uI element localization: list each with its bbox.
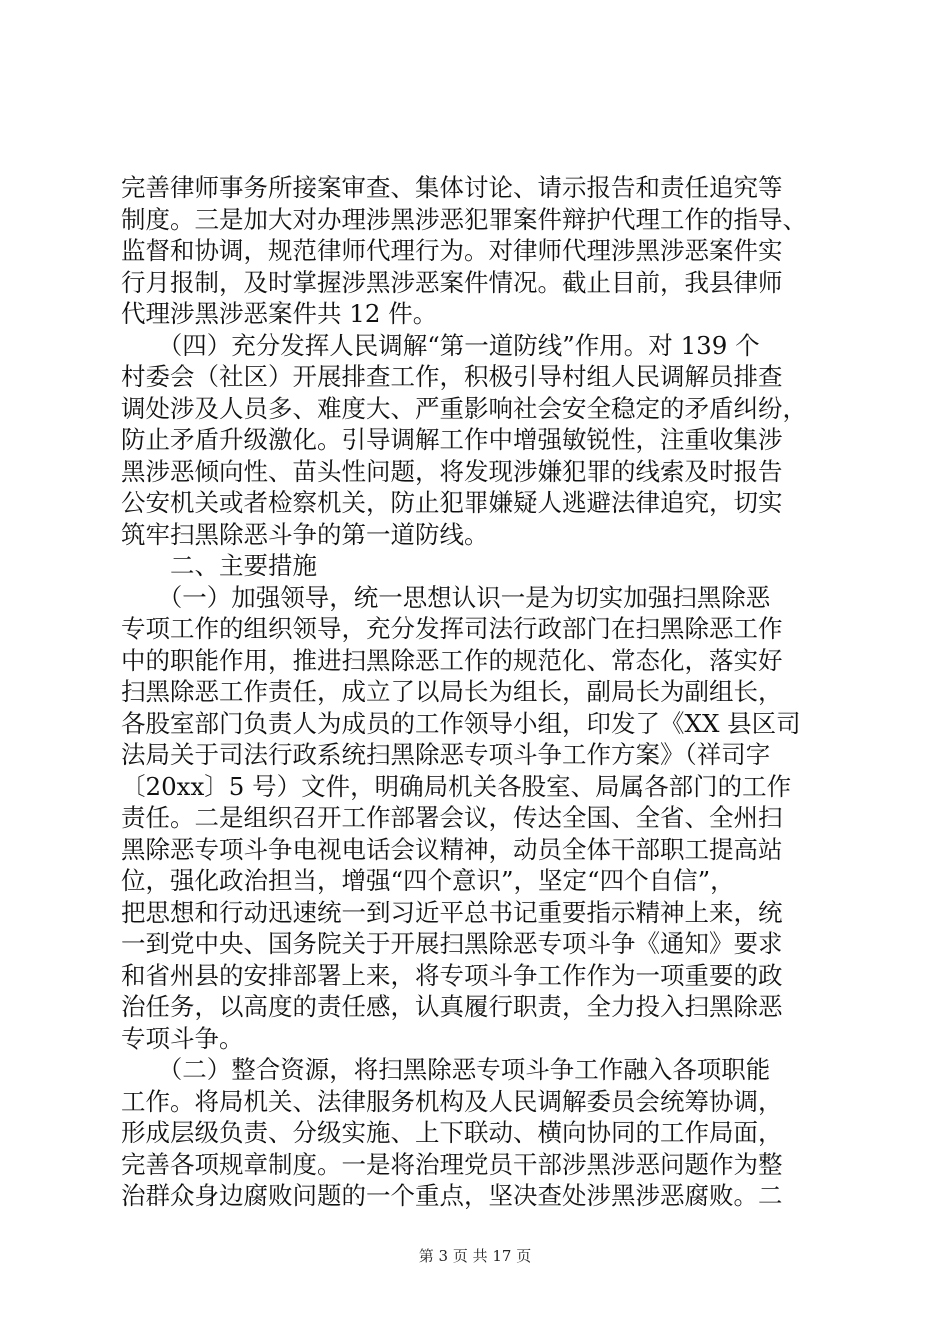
text-line: 位，强化政治担当，增强“四个意识”，坚定“四个自信”， xyxy=(121,866,735,895)
text-line: 法局关于司法行政系统扫黑除恶专项斗争工作方案》（祥司字 xyxy=(121,740,771,769)
text-line: 扫黑除恶工作责任，成立了以局长为组长，副局长为副组长， xyxy=(121,677,783,706)
text-line: （四）充分发挥人民调解“第一道防线”作用。对 139 个 xyxy=(121,330,760,360)
document-body xyxy=(121,172,841,1212)
text-line: 防止矛盾升级激化。引导调解工作中增强敏锐性，注重收集涉 xyxy=(121,425,783,454)
text-line: 形成层级负责、分级实施、上下联动、横向协同的工作局面， xyxy=(121,1118,783,1147)
text-line: 公安机关或者检察机关，防止犯罪嫌疑人逃避法律追究，切实 xyxy=(121,488,783,517)
text-line: 黑除恶专项斗争电视电话会议精神，动员全体干部职工提高站 xyxy=(121,834,783,864)
text-line: 中的职能作用，推进扫黑除恶工作的规范化、常态化，落实好 xyxy=(121,645,783,675)
text-line: 完善各项规章制度。一是将治理党员干部涉黑涉恶问题作为整 xyxy=(121,1149,783,1179)
text-line: 筑牢扫黑除恶斗争的第一道防线。 xyxy=(121,519,489,549)
text-line: 黑涉恶倾向性、苗头性问题，将发现涉嫌犯罪的线索及时报告 xyxy=(121,456,783,486)
text-line: 代理涉黑涉恶案件共 12 件。 xyxy=(121,299,438,328)
text-line: （一）加强领导，统一思想认识一是为切实加强扫黑除恶 xyxy=(121,582,771,612)
text-line: 治群众身边腐败问题的一个重点，坚决查处涉黑涉恶腐败。二 xyxy=(121,1181,783,1210)
text-line: 治任务，以高度的责任感，认真履行职责，全力投入扫黑除恶 xyxy=(121,992,783,1021)
text-line: 和省州县的安排部署上来，将专项斗争工作作为一项重要的政 xyxy=(121,960,783,990)
text-line: 工作。将局机关、法律服务机构及人民调解委员会统筹协调， xyxy=(121,1086,783,1116)
text-line: 监督和协调，规范律师代理行为。对律师代理涉黑涉恶案件实 xyxy=(121,236,783,265)
text-line: 行月报制，及时掌握涉黑涉恶案件情况。截止目前，我县律师 xyxy=(121,267,783,297)
text-line: 专项工作的组织领导，充分发挥司法行政部门在扫黑除恶工作 xyxy=(121,614,783,643)
text-line: 〔20xx〕5 号）文件，明确局机关各股室、局属各部门的工作 xyxy=(121,771,792,801)
text-line: 各股室部门负责人为成员的工作领导小组，印发了《XX 县区司 xyxy=(121,708,801,738)
text-line: （二）整合资源，将扫黑除恶专项斗争工作融入各项职能 xyxy=(121,1055,771,1084)
text-line: 完善律师事务所接案审查、集体讨论、请示报告和责任追究等 xyxy=(121,173,783,202)
text-line: 村委会（社区）开展排查工作，积极引导村组人民调解员排查 xyxy=(121,362,783,391)
section-heading: 二、主要措施 xyxy=(121,551,317,580)
text-line: 把思想和行动迅速统一到习近平总书记重要指示精神上来，统 xyxy=(121,897,783,927)
text-line: 制度。三是加大对办理涉黑涉恶犯罪案件辩护代理工作的指导、 xyxy=(121,204,807,234)
page-number: 第 3 页 共 17 页 xyxy=(418,1247,532,1265)
text-line: 责任。二是组织召开工作部署会议，传达全国、全省、全州扫 xyxy=(121,803,783,832)
text-line: 调处涉及人员多、难度大、严重影响社会安全稳定的矛盾纠纷， xyxy=(121,393,807,423)
text-line: 专项斗争。 xyxy=(121,1023,244,1053)
text-line: 一到党中央、国务院关于开展扫黑除恶专项斗争《通知》要求 xyxy=(121,929,783,958)
